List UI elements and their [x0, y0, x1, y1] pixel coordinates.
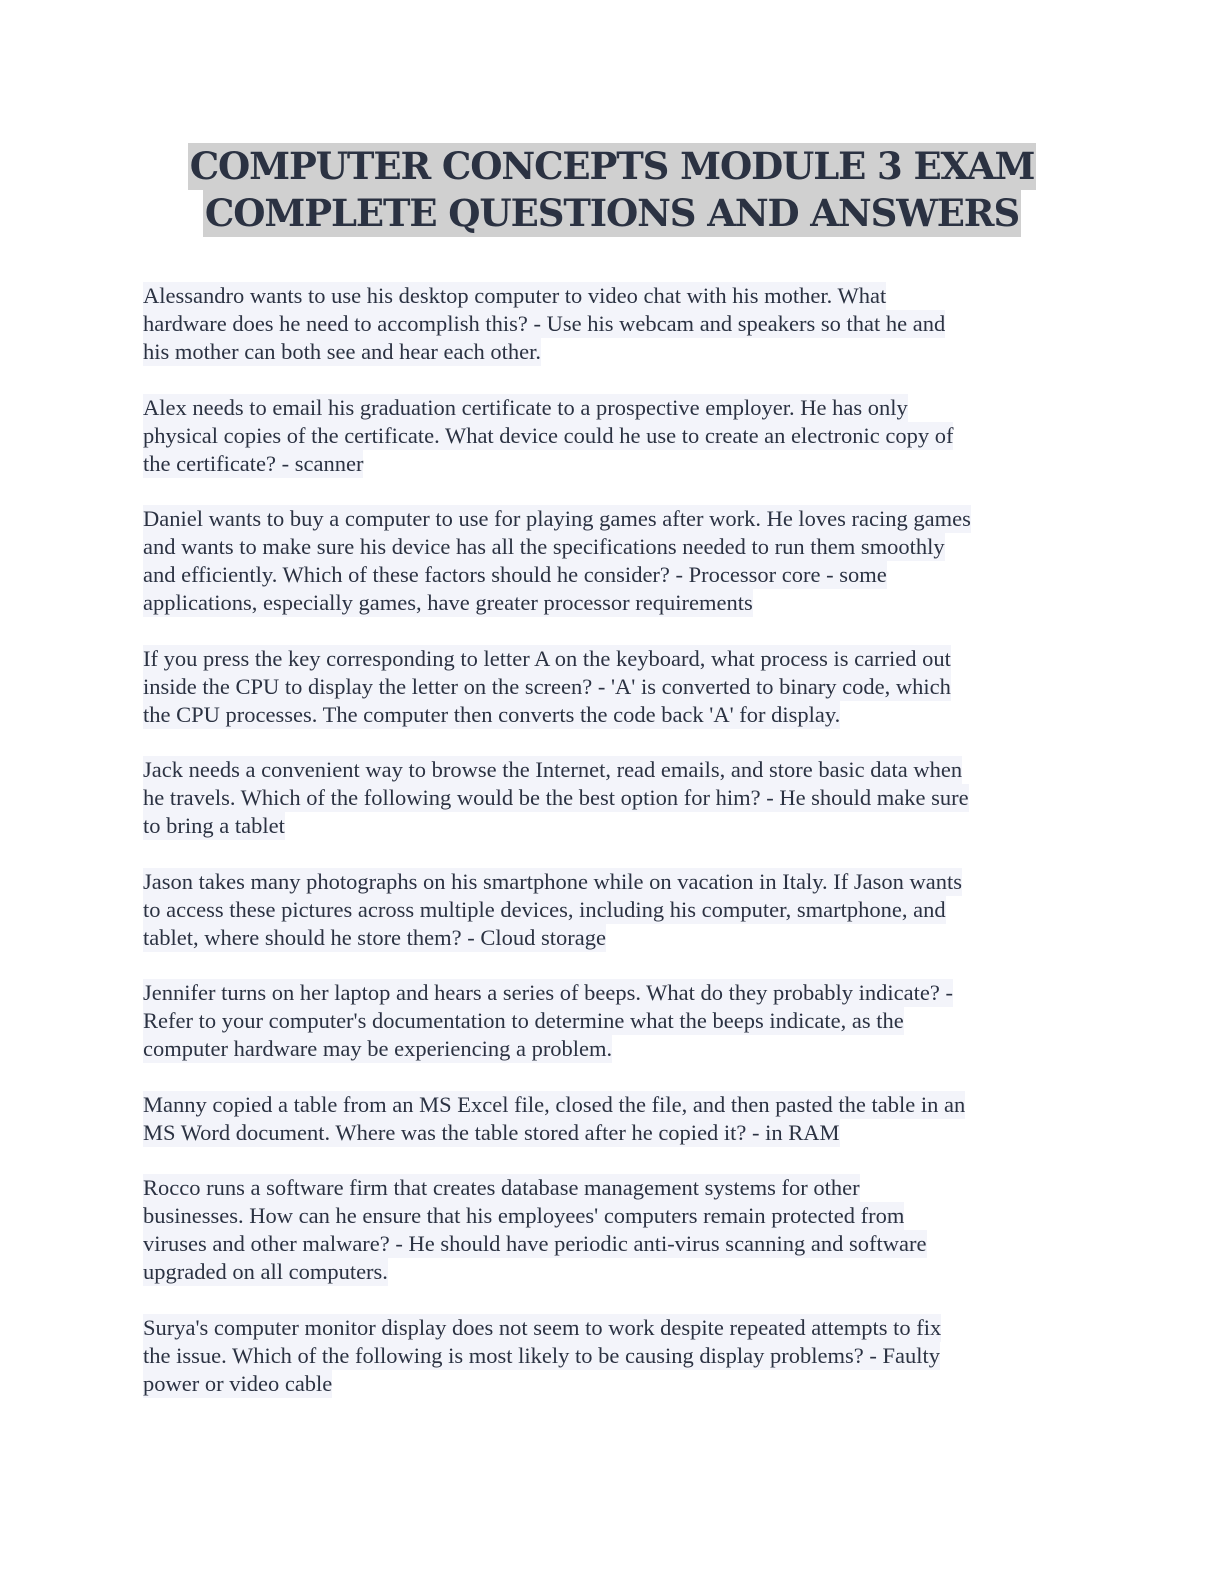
qa-text-line: inside the CPU to display the letter on the screen? - 'A' is converted to binary code, which: [143, 673, 951, 699]
qa-text-line: to access these pictures across multiple devices, including his computer, smartphone, and: [143, 896, 946, 922]
qa-item: [143, 1174, 1078, 1286]
qa-item: [143, 1314, 1078, 1398]
qa-item: [143, 282, 1078, 366]
qa-text-line: hardware does he need to accomplish this? - Use his webcam and speakers so that he and: [143, 311, 946, 336]
qa-item: [143, 868, 1078, 952]
qa-text-line: the CPU processes. The computer then converts the code back 'A' for display.: [143, 701, 841, 727]
qa-text-line: Jack needs a convenient way to browse the Internet, read emails, and store basic data when: [143, 757, 963, 782]
qa-item: [143, 1091, 1078, 1147]
qa-text-line: Jason takes many photographs on his smartphone while on vacation in Italy. If Jason wants: [143, 868, 963, 894]
qa-text-line: he travels. Which of the following would be the best option for him? - He should make sure: [143, 785, 969, 810]
qa-text-line: power or video cable: [143, 1370, 333, 1396]
document-title: [0, 143, 1224, 237]
qa-item: [143, 505, 1078, 617]
qa-text-line: Refer to your computer's documentation to determine what the beeps indicate, as the: [143, 1008, 904, 1033]
qa-text-line: businesses. How can he ensure that his employees' computers remain protected from: [143, 1203, 905, 1228]
qa-text-line: Alex needs to email his graduation certificate to a prospective employer. He has only: [143, 394, 908, 420]
qa-text-line: computer hardware may be experiencing a problem.: [143, 1036, 613, 1061]
qa-text-line: physical copies of the certificate. What device could he use to create an electronic copy of: [143, 422, 954, 448]
qa-text-line: Surya's computer monitor display does not seem to work despite repeated attempts to fix: [143, 1314, 942, 1340]
qa-item: [143, 756, 1078, 840]
qa-list: [143, 282, 1078, 1425]
title-line: COMPUTER CONCEPTS MODULE 3 EXAM: [189, 144, 1035, 188]
qa-text-line: and efficiently. Which of these factors should he consider? - Processor core - some: [143, 562, 887, 587]
qa-text-line: Jennifer turns on her laptop and hears a series of beeps. What do they probably indicate? -: [143, 980, 953, 1005]
qa-text-line: the issue. Which of the following is most likely to be causing display problems? - Faulty: [143, 1342, 940, 1368]
qa-text-line: MS Word document. Where was the table stored after he copied it? - in RAM: [143, 1119, 840, 1145]
qa-text-line: Rocco runs a software firm that creates database management systems for other: [143, 1175, 860, 1200]
qa-text-line: and wants to make sure his device has all the specifications needed to run them smoothly: [143, 534, 945, 559]
qa-item: [143, 394, 1078, 478]
qa-text-line: Manny copied a table from an MS Excel file, closed the file, and then pasted the table in an: [143, 1091, 966, 1117]
qa-text-line: tablet, where should he store them? - Cloud storage: [143, 924, 606, 950]
qa-item: [143, 979, 1078, 1063]
qa-text-line: If you press the key corresponding to letter A on the keyboard, what process is carried out: [143, 645, 951, 671]
qa-text-line: to bring a tablet: [143, 813, 285, 838]
qa-text-line: Daniel wants to buy a computer to use for playing games after work. He loves racing games: [143, 506, 971, 531]
qa-text-line: applications, especially games, have greater processor requirements: [143, 590, 753, 615]
qa-text-line: upgraded on all computers.: [143, 1259, 388, 1284]
qa-text-line: Alessandro wants to use his desktop computer to video chat with his mother. What: [143, 283, 887, 308]
qa-text-line: viruses and other malware? - He should have periodic anti-virus scanning and software: [143, 1231, 927, 1256]
qa-item: [143, 645, 1078, 729]
qa-text-line: the certificate? - scanner: [143, 450, 364, 476]
title-line: COMPLETE QUESTIONS AND ANSWERS: [204, 191, 1020, 235]
qa-text-line: his mother can both see and hear each other.: [143, 339, 541, 364]
